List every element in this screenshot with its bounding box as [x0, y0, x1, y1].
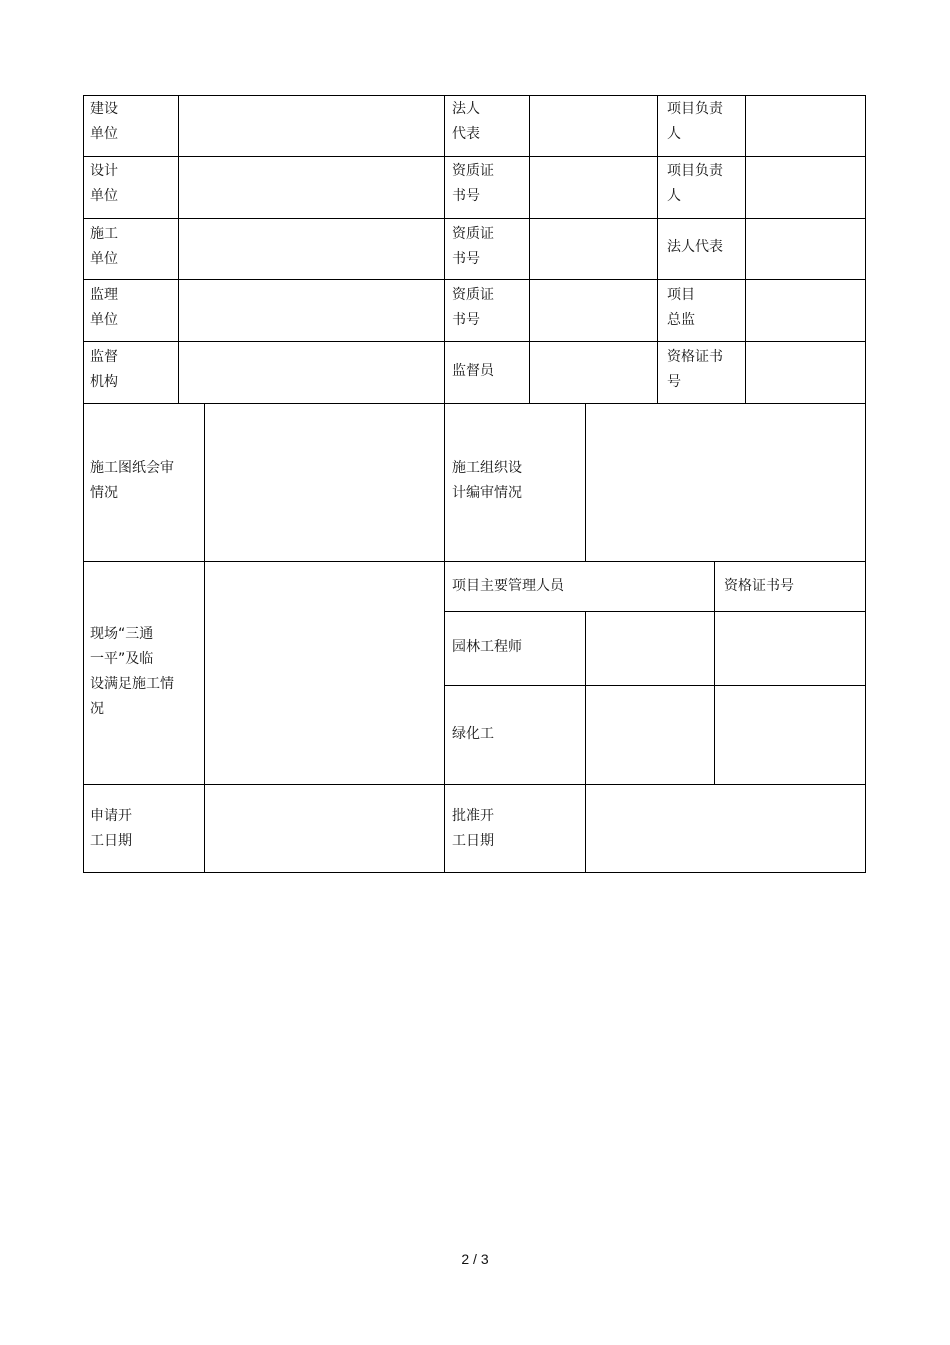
header-main-managers: 项目主要管理人员	[452, 578, 564, 594]
row-divider	[83, 784, 866, 785]
table-border-right	[865, 95, 866, 873]
col-divider	[585, 611, 586, 784]
label-apply-start-date: 申请开 工日期	[90, 808, 132, 849]
label-qualification-cert: 资质证 书号	[452, 226, 494, 267]
label-landscape-engineer: 园林工程师	[452, 639, 522, 655]
label-greening-worker: 绿化工	[452, 726, 494, 742]
label-contractor-unit: 施工 单位	[90, 226, 118, 267]
label-drawings-review: 施工图纸会审 情况	[90, 460, 174, 501]
label-qualification-number: 资格证书 号	[667, 349, 723, 390]
col-divider	[585, 403, 586, 561]
label-construction-org-design: 施工组织设 计编审情况	[452, 460, 522, 501]
label-legal-representative: 法人代表	[667, 239, 723, 255]
label-project-leader: 项目负责 人	[667, 163, 723, 204]
col-divider	[714, 561, 715, 784]
row-divider	[444, 685, 866, 686]
col-divider	[745, 95, 746, 404]
label-oversight-agency: 监督 机构	[90, 349, 118, 390]
col-divider	[585, 784, 586, 873]
label-inspector: 监督员	[452, 363, 494, 379]
label-project-leader: 项目负责 人	[667, 101, 723, 142]
header-qualification-number: 资格证书号	[724, 578, 794, 594]
label-construction-unit: 建设 单位	[90, 101, 118, 142]
col-divider	[204, 403, 205, 873]
label-design-unit: 设计 单位	[90, 163, 118, 204]
row-divider	[83, 403, 866, 404]
col-divider	[657, 95, 658, 404]
row-divider	[83, 218, 866, 219]
page-number: 2 / 3	[461, 1251, 489, 1267]
label-chief-supervisor: 项目 总监	[667, 287, 695, 328]
row-divider	[83, 561, 866, 562]
label-legal-representative: 法人 代表	[452, 101, 480, 142]
table-border-top	[83, 95, 866, 96]
row-divider	[83, 279, 866, 280]
col-divider	[529, 95, 530, 404]
row-divider	[83, 156, 866, 157]
label-supervision-unit: 监理 单位	[90, 287, 118, 328]
label-qualification-cert: 资质证 书号	[452, 163, 494, 204]
col-divider	[444, 95, 445, 873]
table-border-bottom	[83, 872, 866, 873]
label-approve-start-date: 批准开 工日期	[452, 808, 494, 849]
label-site-conditions: 现场“三通 一平”及临 设满足施工情 况	[90, 626, 174, 717]
col-divider	[178, 95, 179, 404]
label-qualification-cert: 资质证 书号	[452, 287, 494, 328]
row-divider	[83, 341, 866, 342]
table-border-left	[83, 95, 84, 873]
row-divider	[444, 611, 866, 612]
